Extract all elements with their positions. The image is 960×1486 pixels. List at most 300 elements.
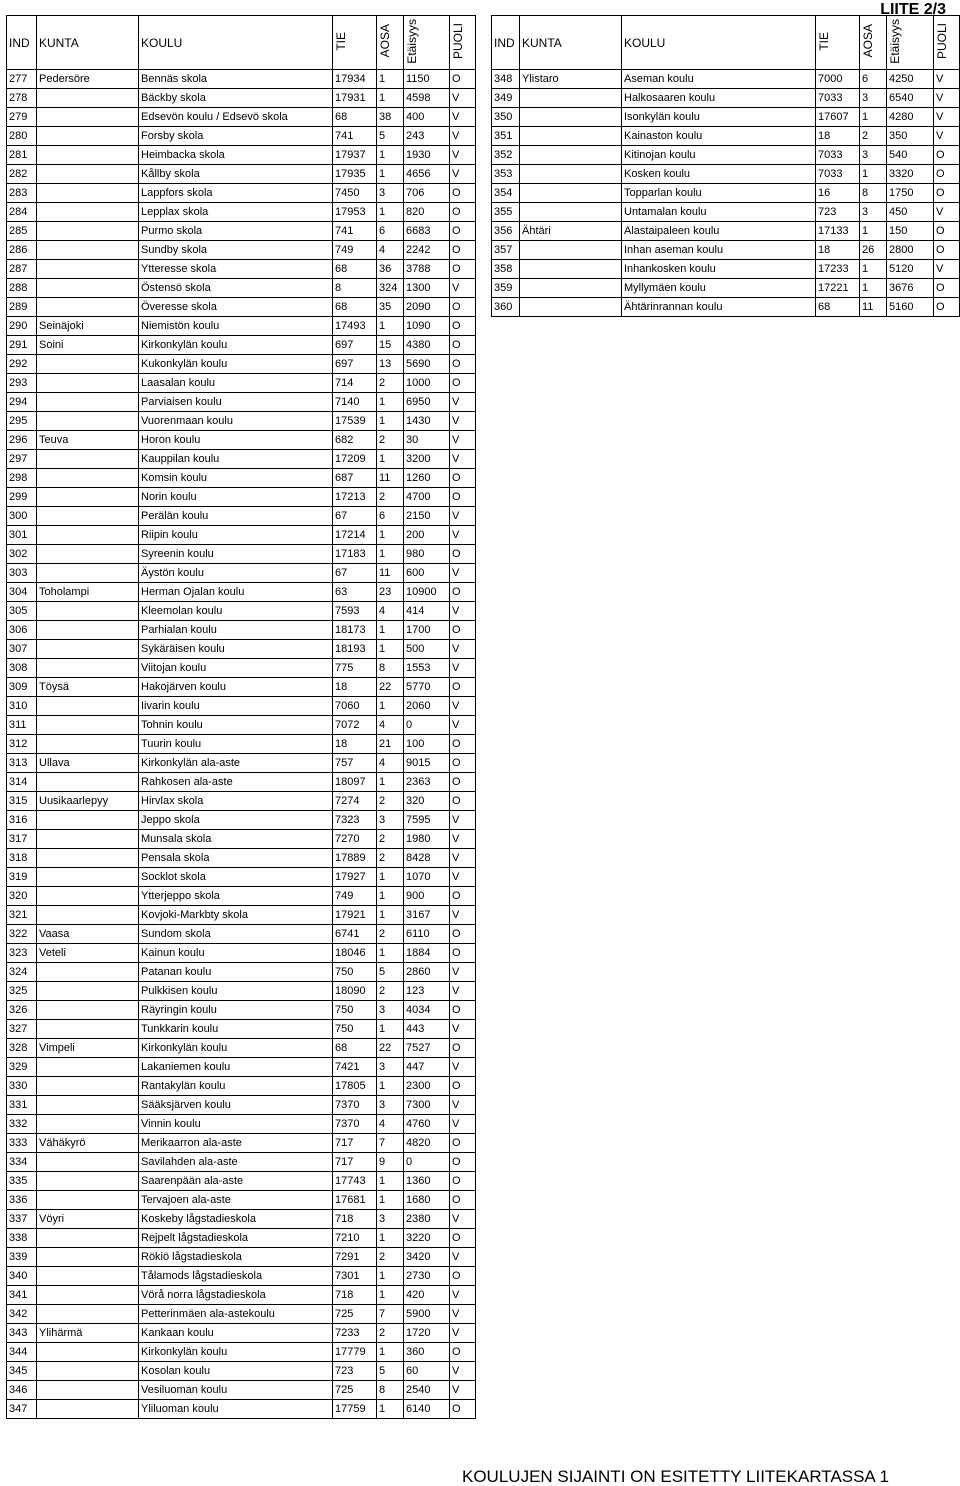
- table-row: [7, 1324, 476, 1343]
- table-row: [492, 298, 960, 317]
- cell-aosa: 2: [377, 925, 404, 944]
- cell-ind: 318: [7, 849, 37, 868]
- cell-puoli: O: [450, 1134, 476, 1153]
- table-row: [7, 1286, 476, 1305]
- cell-tie: 17539: [333, 412, 377, 431]
- cell-tie: 718: [333, 1210, 377, 1229]
- cell-kunta: Pedersöre: [37, 70, 139, 89]
- cell-puoli: V: [450, 431, 476, 450]
- cell-koulu: Östensö skola: [139, 279, 333, 298]
- cell-puoli: O: [450, 1001, 476, 1020]
- cell-aosa: 2: [377, 830, 404, 849]
- cell-koulu: Kållby skola: [139, 165, 333, 184]
- cell-koulu: Munsala skola: [139, 830, 333, 849]
- cell-aosa: 8: [377, 1381, 404, 1400]
- cell-koulu: Parviaisen koulu: [139, 393, 333, 412]
- cell-ind: 349: [492, 89, 520, 108]
- cell-puoli: O: [450, 1077, 476, 1096]
- cell-aosa: 1: [377, 545, 404, 564]
- cell-etaisyys: 1750: [887, 184, 934, 203]
- table-row: [7, 1381, 476, 1400]
- cell-kunta: [520, 127, 622, 146]
- cell-etaisyys: 5900: [404, 1305, 450, 1324]
- cell-kunta: [37, 1191, 139, 1210]
- table-row: [7, 811, 476, 830]
- cell-puoli: O: [450, 583, 476, 602]
- cell-tie: 16: [816, 184, 860, 203]
- cell-kunta: [37, 1229, 139, 1248]
- cell-tie: 7421: [333, 1058, 377, 1077]
- cell-tie: 682: [333, 431, 377, 450]
- cell-aosa: 1: [377, 621, 404, 640]
- cell-ind: 277: [7, 70, 37, 89]
- cell-kunta: [37, 374, 139, 393]
- cell-koulu: Sääksjärven koulu: [139, 1096, 333, 1115]
- cell-kunta: Ylihärmä: [37, 1324, 139, 1343]
- cell-kunta: [37, 1172, 139, 1191]
- cell-koulu: Kukonkylän koulu: [139, 355, 333, 374]
- cell-kunta: [37, 469, 139, 488]
- cell-puoli: O: [450, 735, 476, 754]
- cell-koulu: Vinnin koulu: [139, 1115, 333, 1134]
- cell-etaisyys: 3167: [404, 906, 450, 925]
- cell-aosa: 1: [377, 1191, 404, 1210]
- cell-etaisyys: 350: [887, 127, 934, 146]
- cell-ind: 337: [7, 1210, 37, 1229]
- cell-ind: 348: [492, 70, 520, 89]
- header-tie-label: TIE: [817, 31, 831, 51]
- cell-kunta: [37, 1001, 139, 1020]
- cell-koulu: Petterinmäen ala-astekoulu: [139, 1305, 333, 1324]
- cell-koulu: Riipin koulu: [139, 526, 333, 545]
- cell-aosa: 1: [377, 89, 404, 108]
- cell-koulu: Räyringin koulu: [139, 1001, 333, 1020]
- cell-koulu: Herman Ojalan koulu: [139, 583, 333, 602]
- cell-ind: 344: [7, 1343, 37, 1362]
- cell-ind: 347: [7, 1400, 37, 1419]
- cell-tie: 717: [333, 1134, 377, 1153]
- cell-koulu: Inhankosken koulu: [622, 260, 816, 279]
- cell-ind: 339: [7, 1248, 37, 1267]
- cell-koulu: Ytterjeppo skola: [139, 887, 333, 906]
- cell-kunta: Vöyri: [37, 1210, 139, 1229]
- cell-ind: 359: [492, 279, 520, 298]
- footer-note: KOULUJEN SIJAINTI ON ESITETTY LIITEKARTASSA 1: [462, 1467, 890, 1486]
- cell-aosa: 3: [377, 184, 404, 203]
- cell-aosa: 38: [377, 108, 404, 127]
- cell-etaisyys: 3676: [887, 279, 934, 298]
- cell-aosa: 21: [377, 735, 404, 754]
- cell-etaisyys: 1700: [404, 621, 450, 640]
- table-row: [7, 1248, 476, 1267]
- table-row: [7, 393, 476, 412]
- cell-kunta: [37, 982, 139, 1001]
- cell-puoli: V: [450, 1096, 476, 1115]
- table-row: [7, 1153, 476, 1172]
- cell-koulu: Lappfors skola: [139, 184, 333, 203]
- cell-tie: 17607: [816, 108, 860, 127]
- cell-tie: 17927: [333, 868, 377, 887]
- cell-tie: 17921: [333, 906, 377, 925]
- cell-koulu: Kirkonkylän koulu: [139, 1039, 333, 1058]
- table-row: [7, 298, 476, 317]
- table-row: [7, 1191, 476, 1210]
- cell-etaisyys: 1090: [404, 317, 450, 336]
- cell-etaisyys: 1553: [404, 659, 450, 678]
- cell-puoli: V: [934, 203, 960, 222]
- cell-kunta: [520, 260, 622, 279]
- cell-ind: 292: [7, 355, 37, 374]
- cell-tie: 18097: [333, 773, 377, 792]
- table-row: [7, 260, 476, 279]
- table-row: [7, 944, 476, 963]
- header-puoli-label: PUOLI: [451, 22, 465, 59]
- cell-ind: 290: [7, 317, 37, 336]
- cell-etaisyys: 5770: [404, 678, 450, 697]
- cell-tie: 723: [816, 203, 860, 222]
- cell-etaisyys: 706: [404, 184, 450, 203]
- cell-koulu: Myllymäen koulu: [622, 279, 816, 298]
- header-etaisyys: [404, 16, 450, 70]
- cell-aosa: 3: [377, 1210, 404, 1229]
- cell-aosa: 1: [860, 165, 887, 184]
- cell-etaisyys: 123: [404, 982, 450, 1001]
- cell-etaisyys: 150: [887, 222, 934, 241]
- table-row: [7, 70, 476, 89]
- cell-etaisyys: 1150: [404, 70, 450, 89]
- cell-koulu: Vörå norra lågstadieskola: [139, 1286, 333, 1305]
- schools-table-right: [491, 15, 960, 317]
- cell-aosa: 1: [377, 887, 404, 906]
- table-row: [7, 1343, 476, 1362]
- table-left-body: [7, 70, 476, 1419]
- cell-etaisyys: 500: [404, 640, 450, 659]
- cell-koulu: Kirkonkylän koulu: [139, 336, 333, 355]
- cell-aosa: 22: [377, 678, 404, 697]
- cell-koulu: Socklot skola: [139, 868, 333, 887]
- cell-tie: 17805: [333, 1077, 377, 1096]
- cell-aosa: 4: [377, 754, 404, 773]
- cell-koulu: Äystön koulu: [139, 564, 333, 583]
- cell-ind: 279: [7, 108, 37, 127]
- cell-aosa: 1: [377, 906, 404, 925]
- cell-aosa: 5: [377, 963, 404, 982]
- cell-puoli: O: [934, 279, 960, 298]
- cell-puoli: O: [450, 260, 476, 279]
- header-koulu: KOULU: [622, 16, 816, 70]
- header-ind: IND: [492, 16, 520, 70]
- cell-tie: 17233: [816, 260, 860, 279]
- cell-puoli: V: [450, 1020, 476, 1039]
- cell-koulu: Hirvlax skola: [139, 792, 333, 811]
- cell-puoli: V: [450, 564, 476, 583]
- header-puoli: [934, 16, 960, 70]
- cell-etaisyys: 3420: [404, 1248, 450, 1267]
- cell-aosa: 2: [377, 431, 404, 450]
- cell-ind: 304: [7, 583, 37, 602]
- table-row: [7, 1001, 476, 1020]
- cell-etaisyys: 4700: [404, 488, 450, 507]
- cell-ind: 343: [7, 1324, 37, 1343]
- cell-ind: 334: [7, 1153, 37, 1172]
- cell-koulu: Tuurin koulu: [139, 735, 333, 754]
- table-row: [492, 146, 960, 165]
- cell-ind: 295: [7, 412, 37, 431]
- cell-etaisyys: 2090: [404, 298, 450, 317]
- cell-puoli: O: [934, 184, 960, 203]
- cell-etaisyys: 2540: [404, 1381, 450, 1400]
- cell-ind: 329: [7, 1058, 37, 1077]
- cell-ind: 303: [7, 564, 37, 583]
- cell-ind: 302: [7, 545, 37, 564]
- cell-koulu: Kleemolan koulu: [139, 602, 333, 621]
- cell-aosa: 1: [377, 1020, 404, 1039]
- cell-koulu: Heimbacka skola: [139, 146, 333, 165]
- cell-koulu: Pulkkisen koulu: [139, 982, 333, 1001]
- cell-tie: 17953: [333, 203, 377, 222]
- header-puoli: [450, 16, 476, 70]
- table-right-body: [492, 70, 960, 317]
- cell-puoli: O: [450, 1229, 476, 1248]
- cell-puoli: V: [934, 260, 960, 279]
- cell-koulu: Rejpelt lågstadieskola: [139, 1229, 333, 1248]
- cell-ind: 306: [7, 621, 37, 640]
- cell-ind: 328: [7, 1039, 37, 1058]
- cell-aosa: 11: [860, 298, 887, 317]
- cell-tie: 7270: [333, 830, 377, 849]
- cell-koulu: Niemistön koulu: [139, 317, 333, 336]
- table-row: [7, 716, 476, 735]
- cell-tie: 68: [333, 108, 377, 127]
- cell-ind: 360: [492, 298, 520, 317]
- cell-ind: 342: [7, 1305, 37, 1324]
- cell-koulu: Yliluoman koulu: [139, 1400, 333, 1419]
- table-row: [7, 1305, 476, 1324]
- cell-tie: 7033: [816, 146, 860, 165]
- cell-etaisyys: 1680: [404, 1191, 450, 1210]
- cell-ind: 309: [7, 678, 37, 697]
- cell-etaisyys: 2380: [404, 1210, 450, 1229]
- cell-etaisyys: 5160: [887, 298, 934, 317]
- cell-kunta: [37, 260, 139, 279]
- cell-ind: 293: [7, 374, 37, 393]
- cell-puoli: O: [450, 298, 476, 317]
- table-row: [7, 925, 476, 944]
- cell-kunta: [37, 1153, 139, 1172]
- cell-puoli: O: [450, 203, 476, 222]
- cell-etaisyys: 5120: [887, 260, 934, 279]
- cell-etaisyys: 450: [887, 203, 934, 222]
- table-row: [7, 678, 476, 697]
- cell-tie: 723: [333, 1362, 377, 1381]
- cell-kunta: [37, 963, 139, 982]
- cell-koulu: Parhialan koulu: [139, 621, 333, 640]
- cell-koulu: Ähtärinrannan koulu: [622, 298, 816, 317]
- cell-puoli: V: [450, 659, 476, 678]
- cell-kunta: [37, 906, 139, 925]
- cell-puoli: V: [450, 279, 476, 298]
- cell-kunta: Töysä: [37, 678, 139, 697]
- cell-puoli: O: [450, 70, 476, 89]
- cell-puoli: V: [450, 640, 476, 659]
- cell-puoli: O: [934, 222, 960, 241]
- cell-aosa: 1: [377, 412, 404, 431]
- table-row: [7, 1115, 476, 1134]
- cell-etaisyys: 6540: [887, 89, 934, 108]
- cell-koulu: Norin koulu: [139, 488, 333, 507]
- cell-tie: 18173: [333, 621, 377, 640]
- table-row: [7, 469, 476, 488]
- cell-aosa: 3: [860, 203, 887, 222]
- cell-kunta: [37, 773, 139, 792]
- cell-aosa: 1: [377, 1229, 404, 1248]
- table-row: [492, 165, 960, 184]
- cell-puoli: V: [450, 1058, 476, 1077]
- cell-aosa: 2: [377, 982, 404, 1001]
- table-row: [492, 222, 960, 241]
- cell-kunta: [520, 108, 622, 127]
- cell-aosa: 6: [377, 507, 404, 526]
- table-row: [492, 279, 960, 298]
- cell-kunta: [520, 298, 622, 317]
- cell-koulu: Edsevön koulu / Edsevö skola: [139, 108, 333, 127]
- cell-tie: 7000: [816, 70, 860, 89]
- cell-kunta: [37, 1267, 139, 1286]
- cell-tie: 741: [333, 127, 377, 146]
- cell-kunta: Teuva: [37, 431, 139, 450]
- cell-ind: 355: [492, 203, 520, 222]
- cell-aosa: 22: [377, 1039, 404, 1058]
- cell-kunta: [37, 545, 139, 564]
- cell-etaisyys: 5690: [404, 355, 450, 374]
- cell-etaisyys: 6683: [404, 222, 450, 241]
- cell-kunta: Vaasa: [37, 925, 139, 944]
- cell-koulu: Merikaarron ala-aste: [139, 1134, 333, 1153]
- cell-koulu: Sundom skola: [139, 925, 333, 944]
- table-row: [7, 849, 476, 868]
- cell-etaisyys: 9015: [404, 754, 450, 773]
- cell-puoli: O: [450, 374, 476, 393]
- cell-etaisyys: 1884: [404, 944, 450, 963]
- table-row: [7, 507, 476, 526]
- cell-kunta: Ähtäri: [520, 222, 622, 241]
- cell-puoli: O: [450, 887, 476, 906]
- cell-ind: 299: [7, 488, 37, 507]
- cell-tie: 7370: [333, 1096, 377, 1115]
- cell-aosa: 1: [377, 165, 404, 184]
- cell-kunta: [37, 1362, 139, 1381]
- cell-koulu: Savilahden ala-aste: [139, 1153, 333, 1172]
- cell-puoli: V: [450, 526, 476, 545]
- cell-aosa: 1: [377, 146, 404, 165]
- cell-koulu: Bennäs skola: [139, 70, 333, 89]
- cell-aosa: 35: [377, 298, 404, 317]
- table-row: [492, 241, 960, 260]
- cell-kunta: [37, 849, 139, 868]
- cell-puoli: V: [450, 963, 476, 982]
- cell-koulu: Överesse skola: [139, 298, 333, 317]
- cell-aosa: 6: [377, 222, 404, 241]
- cell-etaisyys: 4598: [404, 89, 450, 108]
- cell-aosa: 26: [860, 241, 887, 260]
- cell-puoli: V: [450, 1286, 476, 1305]
- cell-tie: 725: [333, 1305, 377, 1324]
- table-row: [7, 241, 476, 260]
- header-tie: [816, 16, 860, 70]
- header-etaisyys: [887, 16, 934, 70]
- cell-kunta: Ullava: [37, 754, 139, 773]
- cell-etaisyys: 1430: [404, 412, 450, 431]
- cell-etaisyys: 414: [404, 602, 450, 621]
- cell-aosa: 5: [377, 1362, 404, 1381]
- cell-aosa: 15: [377, 336, 404, 355]
- cell-puoli: O: [450, 336, 476, 355]
- header-etaisyys-label: Etäisyys: [405, 18, 419, 64]
- cell-etaisyys: 6140: [404, 1400, 450, 1419]
- header-ind: IND: [7, 16, 37, 70]
- cell-aosa: 7: [377, 1305, 404, 1324]
- cell-puoli: O: [450, 1191, 476, 1210]
- cell-koulu: Kankaan koulu: [139, 1324, 333, 1343]
- cell-tie: 18: [816, 127, 860, 146]
- cell-kunta: [37, 716, 139, 735]
- cell-puoli: O: [450, 355, 476, 374]
- cell-koulu: Rahkosen ala-aste: [139, 773, 333, 792]
- cell-tie: 7210: [333, 1229, 377, 1248]
- cell-ind: 324: [7, 963, 37, 982]
- table-row: [492, 260, 960, 279]
- schools-table-left: [6, 15, 476, 1419]
- cell-koulu: Isonkylän koulu: [622, 108, 816, 127]
- cell-kunta: [520, 184, 622, 203]
- header-tie-label: TIE: [334, 31, 348, 51]
- cell-puoli: V: [450, 1381, 476, 1400]
- cell-ind: 301: [7, 526, 37, 545]
- cell-aosa: 8: [377, 659, 404, 678]
- cell-kunta: [37, 868, 139, 887]
- table-row: [7, 1096, 476, 1115]
- cell-koulu: Untamalan koulu: [622, 203, 816, 222]
- cell-aosa: 6: [860, 70, 887, 89]
- cell-etaisyys: 8428: [404, 849, 450, 868]
- cell-etaisyys: 100: [404, 735, 450, 754]
- cell-etaisyys: 2800: [887, 241, 934, 260]
- cell-aosa: 1: [377, 1267, 404, 1286]
- cell-etaisyys: 4760: [404, 1115, 450, 1134]
- cell-aosa: 324: [377, 279, 404, 298]
- table-row: [7, 336, 476, 355]
- cell-etaisyys: 820: [404, 203, 450, 222]
- cell-tie: 17743: [333, 1172, 377, 1191]
- cell-ind: 310: [7, 697, 37, 716]
- cell-puoli: V: [450, 811, 476, 830]
- cell-kunta: [37, 602, 139, 621]
- cell-ind: 286: [7, 241, 37, 260]
- cell-kunta: [37, 1077, 139, 1096]
- cell-tie: 7140: [333, 393, 377, 412]
- cell-puoli: V: [450, 1115, 476, 1134]
- cell-puoli: V: [450, 906, 476, 925]
- cell-koulu: Kirkonkylän ala-aste: [139, 754, 333, 773]
- cell-kunta: [37, 412, 139, 431]
- table-row: [7, 1077, 476, 1096]
- cell-kunta: [37, 127, 139, 146]
- cell-kunta: [520, 279, 622, 298]
- cell-koulu: Iivarin koulu: [139, 697, 333, 716]
- cell-kunta: [520, 146, 622, 165]
- cell-ind: 330: [7, 1077, 37, 1096]
- cell-puoli: O: [450, 241, 476, 260]
